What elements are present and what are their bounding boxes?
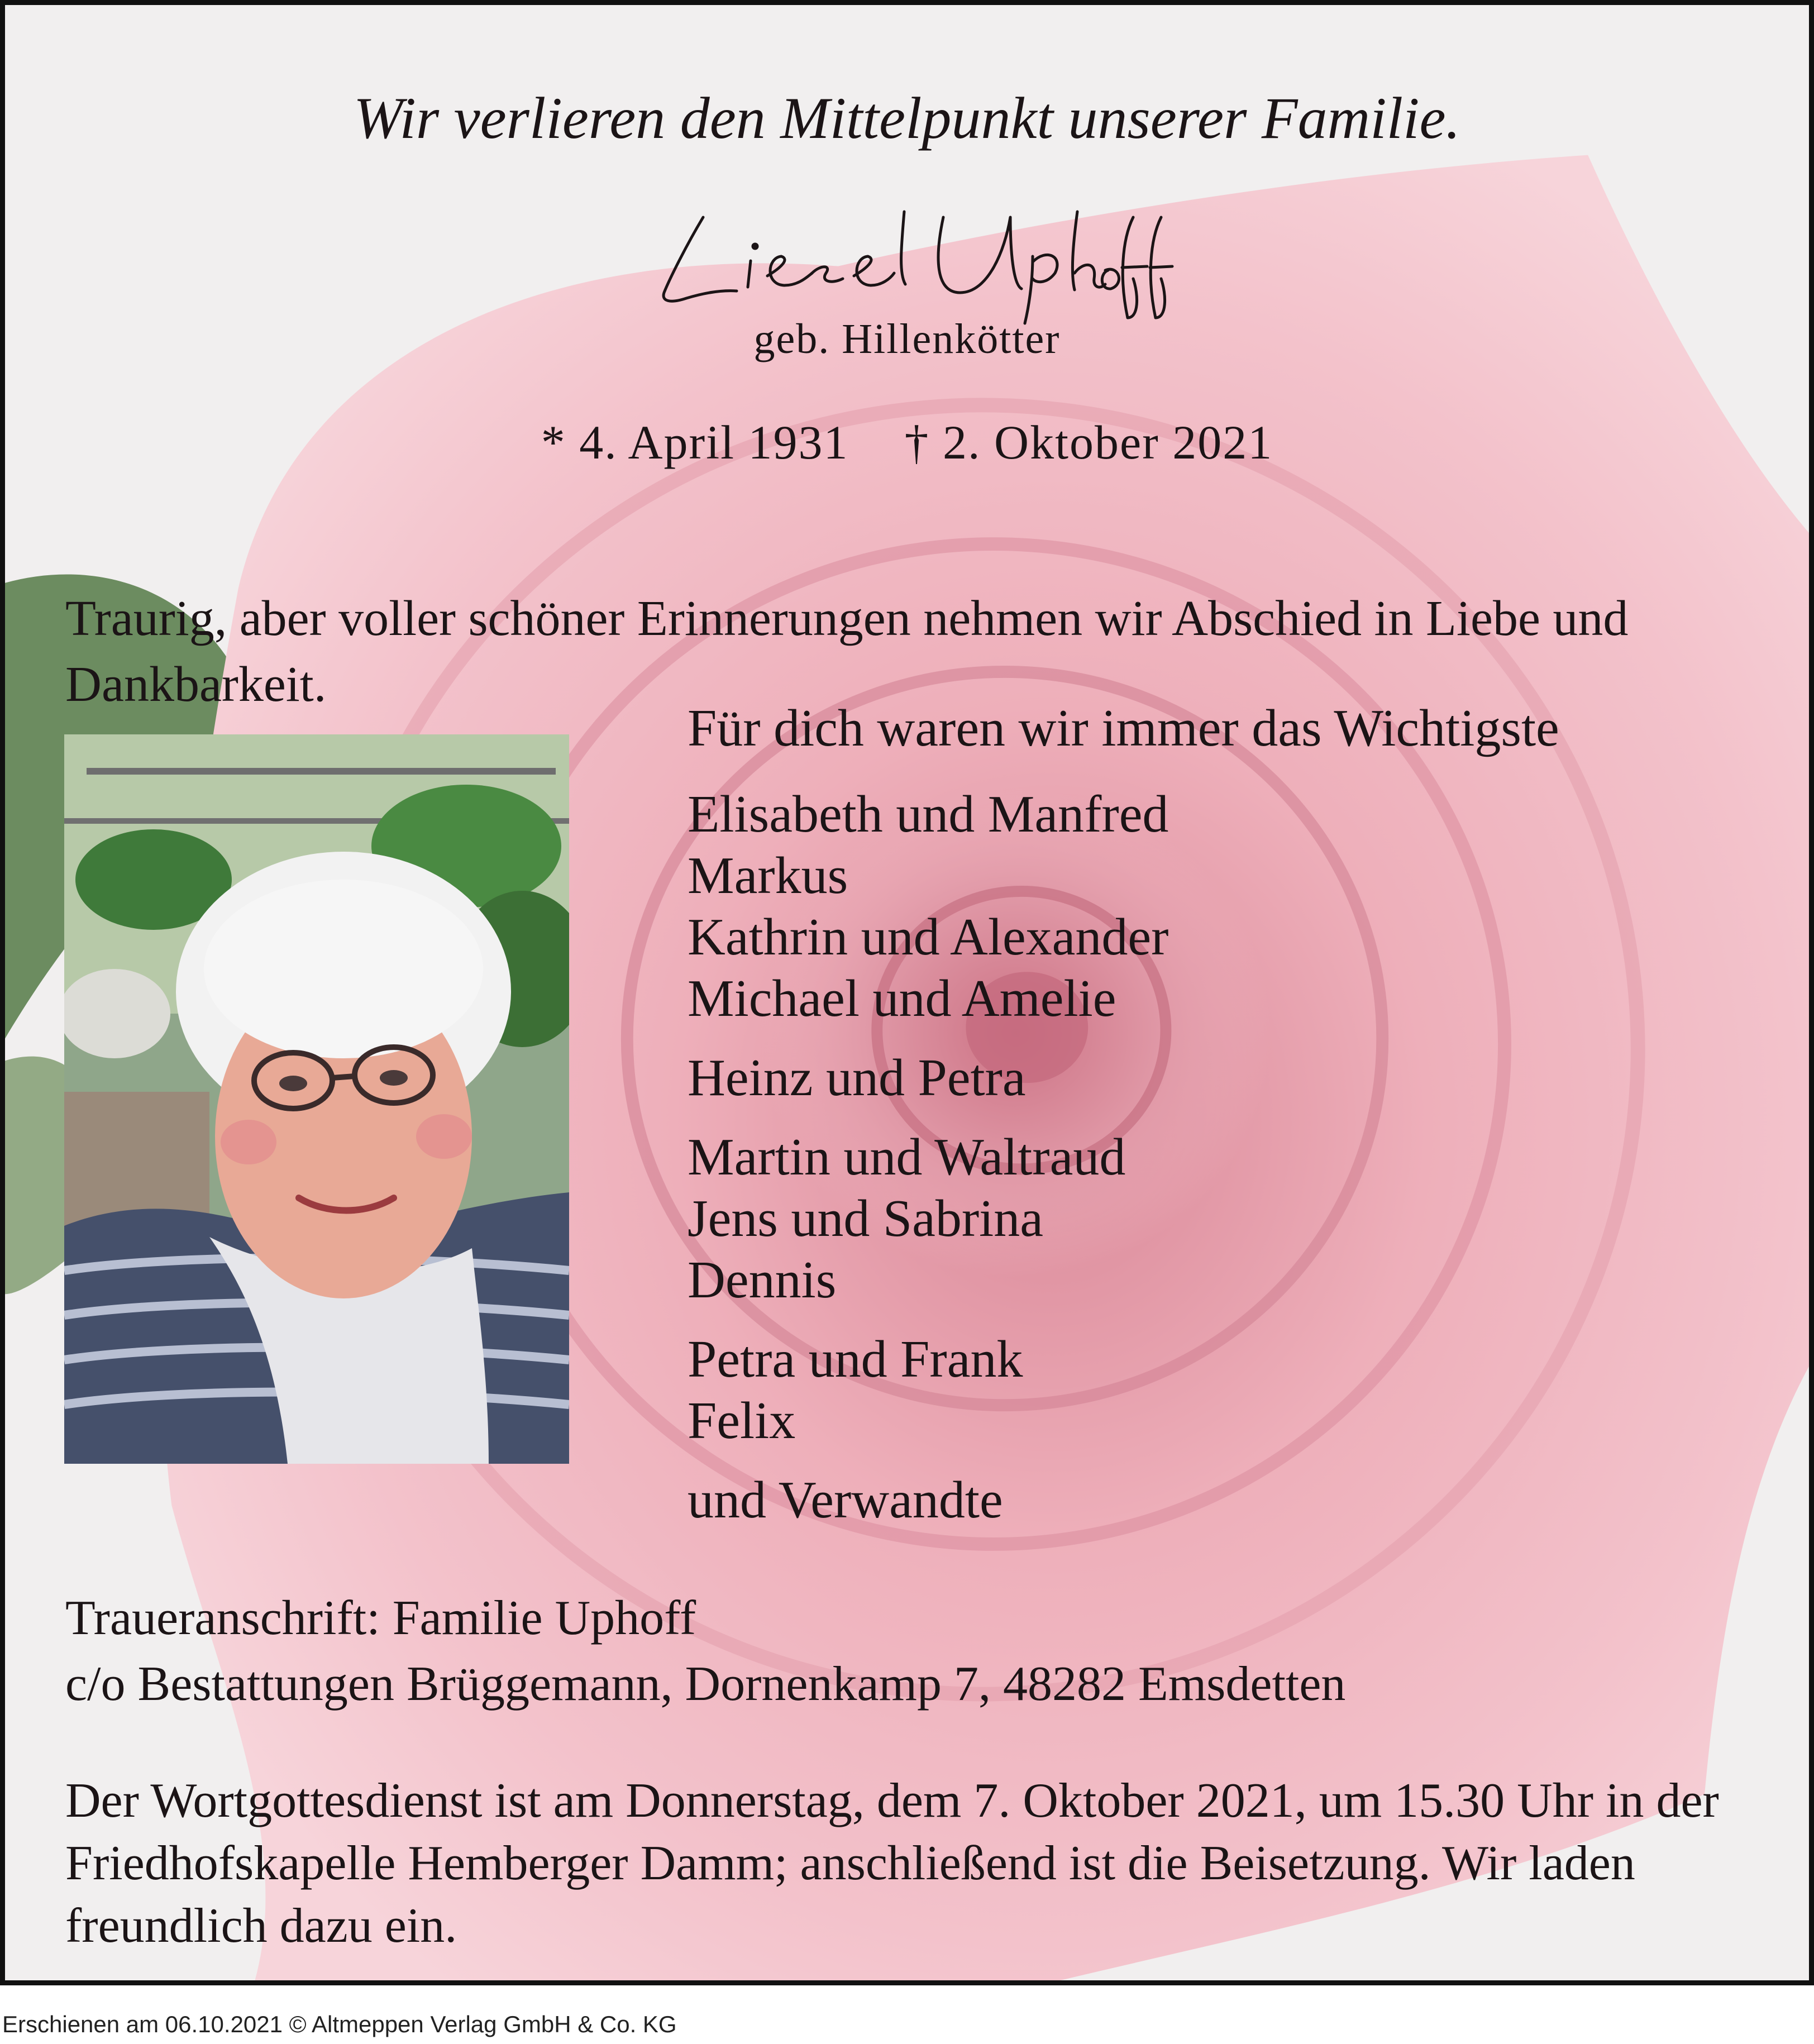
mourner-name: Kathrin und Alexander [688, 908, 1169, 966]
mourner-group [688, 1329, 1793, 1451]
mourners-headline: Für dich waren wir immer das Wichtigste [688, 699, 1559, 757]
mourner-name: Petra und Frank [688, 1330, 1023, 1388]
death-date: † 2. Oktober 2021 [904, 416, 1273, 469]
signature-liesel-uphoff [653, 195, 1178, 329]
portrait-photo [64, 734, 569, 1464]
mourner-name: und Verwandte [688, 1471, 1003, 1529]
mourner-name: Martin und Waltraud [688, 1128, 1126, 1186]
mourner-name: Elisabeth und Manfred [688, 785, 1169, 843]
mourner-group [688, 1126, 1793, 1311]
mourner-group [688, 1047, 1793, 1109]
mourner-name: Markus [688, 847, 848, 905]
mourner-name: Michael und Amelie [688, 970, 1116, 1028]
service-info: Der Wortgottesdienst ist am Donnerstag, dem 7. Oktober 2021, um 15.30 Uhr in der Friedhofskapelle Hemberger Damm; anschließend ist die Beisetzung. Wir laden freundlich dazu ein. [65, 1774, 1719, 1953]
mourner-name: Jens und Sabrina [688, 1190, 1044, 1248]
mourner-name: Felix [688, 1392, 796, 1450]
mourner-group [688, 784, 1793, 1029]
intro-text: Traurig, aber voller schöner Erinnerungen nehmen wir Abschied in Liebe und Dankbarkeit. [65, 591, 1629, 712]
born-name: geb. Hillenkötter [753, 316, 1061, 362]
publication-footer: Erschienen am 06.10.2021 © Altmeppen Verlag GmbH & Co. KG [2, 2011, 677, 2037]
mourner-name: Heinz und Petra [688, 1049, 1026, 1107]
mourner-name: Dennis [688, 1251, 837, 1309]
address-line: Traueranschrift: Familie Uphoff [65, 1591, 696, 1645]
birth-date: * 4. April 1931 [541, 416, 849, 469]
life-dates [5, 416, 1809, 469]
mourners-list [688, 698, 1793, 1549]
mourning-address [65, 1585, 1774, 1717]
motto-heading: Wir verlieren den Mittelpunkt unserer Familie. [353, 85, 1461, 151]
address-line: c/o Bestattungen Brüggemann, Dornenkamp 7, 48282 Emsdetten [65, 1657, 1346, 1711]
mourner-group [688, 1469, 1793, 1531]
